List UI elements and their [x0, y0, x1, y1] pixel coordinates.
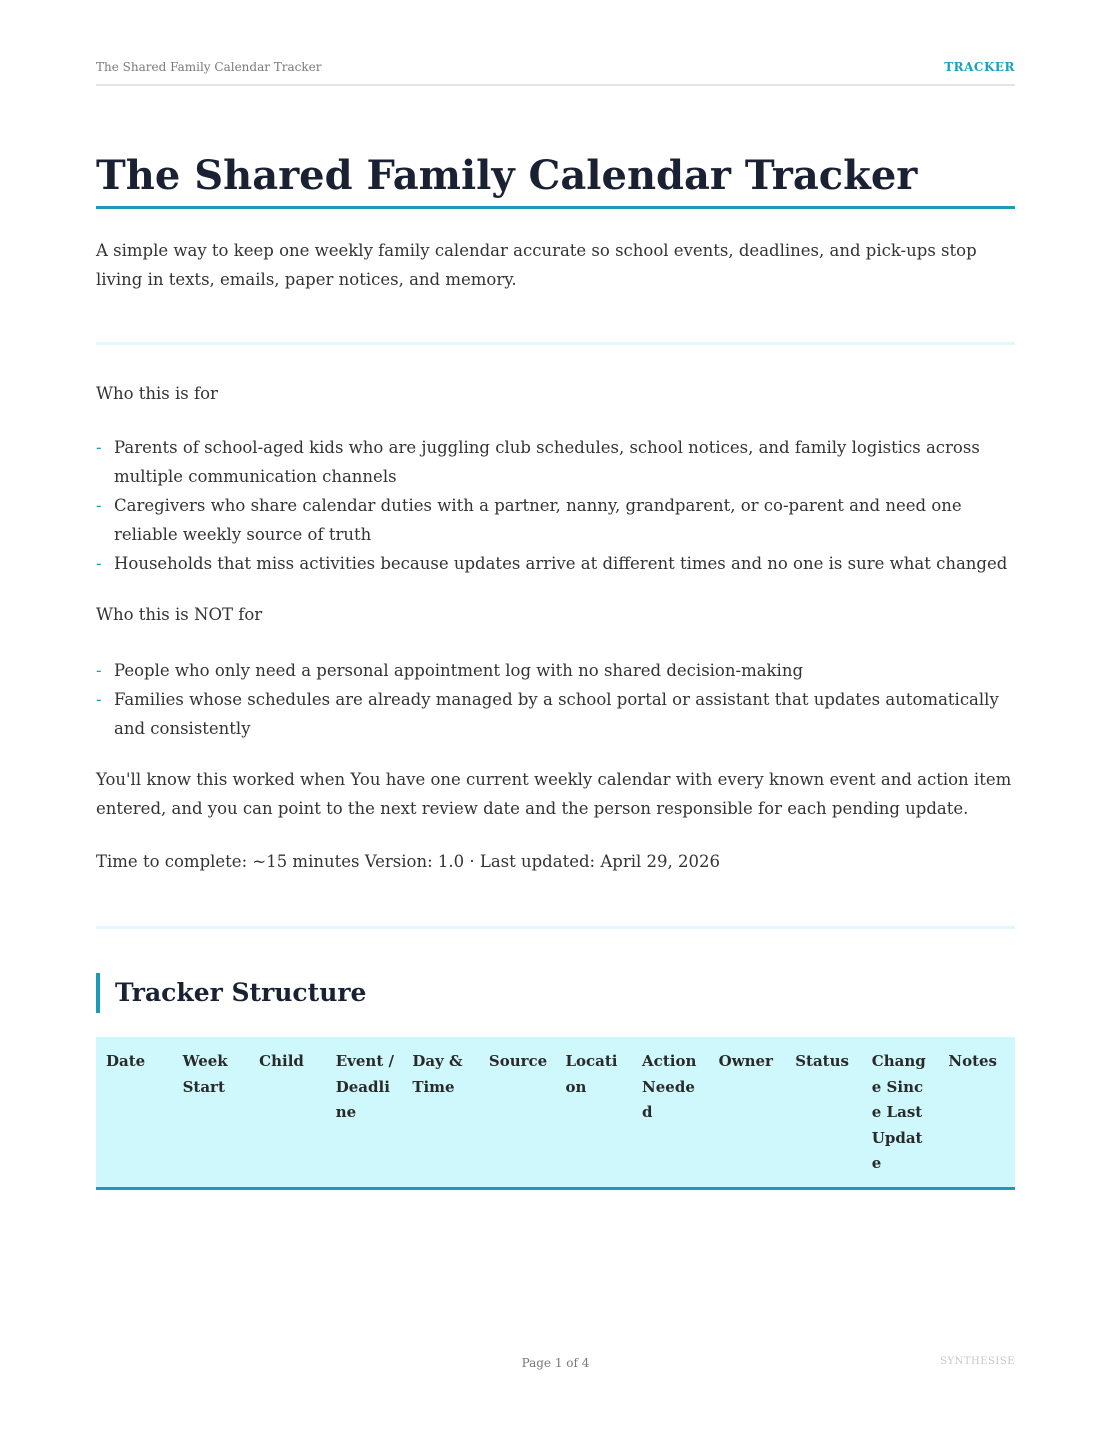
tracker-structure-heading: Tracker Structure [96, 973, 366, 1013]
column-header: Change Since Last Update [871, 1052, 926, 1172]
bullet-dash: - [96, 661, 102, 680]
list-item [96, 685, 1015, 743]
bullet-dash: - [96, 438, 102, 457]
tracker-structure-table [96, 1037, 1015, 1190]
page-number: Page 1 of 4 [521, 1356, 590, 1370]
list-item [96, 656, 1015, 685]
bullet-dash: - [96, 496, 102, 515]
column-header: Notes [948, 1052, 997, 1070]
document-type-tag: TRACKER [944, 60, 1015, 74]
column-header: Action Needed [642, 1052, 697, 1121]
who-for-heading: Who this is for [96, 384, 218, 403]
success-criteria: You'll know this worked when You have one current weekly calendar with every known event and action item entered, and you can point to the next review date and the person responsible for each pending update. [96, 770, 1012, 818]
column-header: Child [259, 1052, 304, 1070]
who-not-for-list [96, 656, 1015, 743]
list-item [96, 549, 1015, 578]
list-item-text: People who only need a personal appointment log with no shared decision-making [114, 661, 804, 680]
list-item [96, 491, 1015, 549]
page-footer [96, 1356, 1015, 1376]
column-header: Date [106, 1052, 146, 1070]
intro-paragraph: A simple way to keep one weekly family calendar accurate so school events, deadlines, and pick-ups stop living in texts, emails, paper notices, and memory. [96, 241, 977, 289]
section-divider [96, 926, 1015, 929]
bullet-dash: - [96, 690, 102, 709]
document-meta: Time to complete: ~15 minutes Version: 1.0 · Last updated: April 29, 2026 [96, 852, 720, 871]
page-title: The Shared Family Calendar Tracker [96, 148, 1015, 209]
brand-mark: SYNTHESISE [940, 1356, 1015, 1367]
list-item-text: Families whose schedules are already managed by a school portal or assistant that updates automatically and consistently [114, 690, 999, 738]
column-header: Owner [718, 1052, 773, 1070]
bullet-dash: - [96, 554, 102, 573]
column-header: Location [565, 1052, 618, 1096]
who-for-list [96, 433, 1015, 578]
who-not-for-heading: Who this is NOT for [96, 605, 263, 624]
table-header-row [96, 1037, 1015, 1188]
column-header: Event / Deadline [335, 1052, 394, 1121]
running-header-title: The Shared Family Calendar Tracker [96, 60, 322, 74]
list-item-text: Parents of school-aged kids who are juggling club schedules, school notices, and family logistics across multiple communication channels [114, 438, 980, 486]
list-item [96, 433, 1015, 491]
column-header: Week Start [182, 1052, 228, 1096]
list-item-text: Households that miss activities because updates arrive at different times and no one is sure what changed [114, 554, 1008, 573]
column-header: Source [488, 1052, 548, 1070]
column-header: Day & Time [412, 1052, 463, 1096]
column-header: Status [795, 1052, 849, 1070]
running-header [96, 60, 1015, 86]
list-item-text: Caregivers who share calendar duties with a partner, nanny, grandparent, or co-parent and need one reliable weekly source of truth [114, 496, 962, 544]
section-divider [96, 342, 1015, 345]
